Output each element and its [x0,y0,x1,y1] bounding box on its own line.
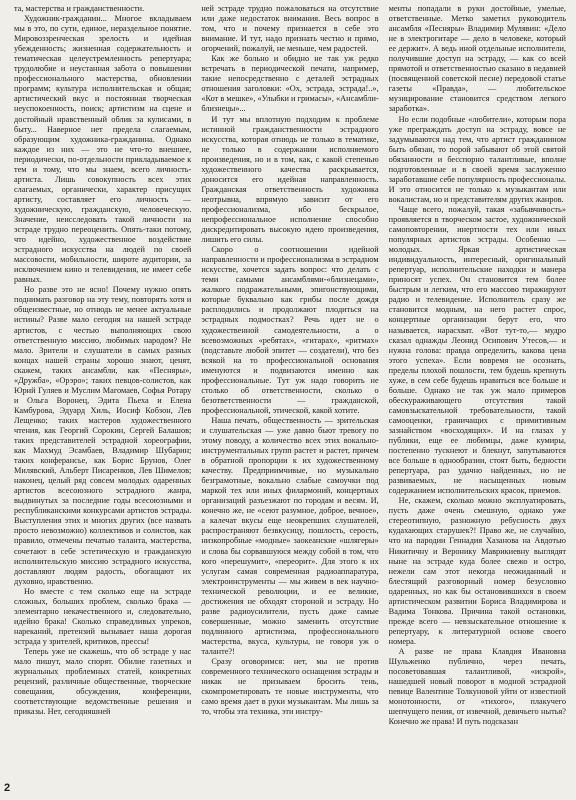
column-right [389,4,566,786]
paragraph: Но разве это не ясно! Почему нужно опять поднимать разговор на эту тему, повторять хотя и общеизвестные, но отнюдь не менее актуальные истины? Разве мало сегодня на нашей эстраде артистов, с честью выполняющих свою ответственную миссию, любимых народом? Не мало. Зрители и слушатели в самых разных концах нашей страны хорошо знают, ценят, скажем, таких ансамбли, как «Песняры», «Дружба», «Орэро»; таких певцов-солистов, как Юрий Гуляев и Муслим Магомаев, Софья Ротару и Ольга Воронец, Эдита Пьеха и Елена Камбурова, Эдуард Хиль, Иосиф Кобзон, Лев Лещенко; таких мастеров художественного чтения, как Георгий Сорокин, Сергей Балашов; таких представителей эстрадной хореографии, как Махмуд Эсамбаев, Владимир Шубарин; таких конферансье, как Борис Брунов, Олег Милявский, Альберт Писаренков, Лев Шимелов; наконец, целый ряд совсем молодых одаренных артистов всесоюзного эстрадного жанра, выдвинутых за последние годы всесоюзными и республиканскими конкурсами артистов эстрады. Выступления этих и многих других (все назвать просто невозможно) коллективов и солистов, как правило, отмечены печатью таланта, мастерства, сочетают в себе эстетическую и гражданскую исполнительскую миссию эстрадного искусства, доставляют людям радость, обогащают их духовно, нравственно. [14,285,192,586]
text-columns [14,4,566,786]
paragraph: менты попадали в руки достойные, умелые, ответственные. Метко заметил руководитель ансамбля «Песняры» Владимир Мулявин: «Дело не в электрогитаре — дело в человеке, который ее держит». А ведь иной отдельные исполнители, получившие доступ на эстраду, — как со всей прямотой и ответственностью сказано в недавней (посвященной советской песне) передовой статье газеты «Правда», — любительское музицирование становится средством легкого заработка». [388,4,566,114]
paragraph: Как же больно и обидно не так уж редко встречать в периодической печати, например, такие непосредственно с деталей эстрадных отношения заголовки: «Ох, эстрада, эстрада!..», «Кот в мешке», «Улыбки и гримасы», «Ансамбли-близнецы»... [201,54,379,114]
paragraph: Но если подобные «любители», которым пора уже преграждать доступ на эстраду, вовсе не задумываются над тем, что артист гражданином быть обязан, то порой забывают об этой святой обязанности и бесспорно талантливые, вполне подготовленные и в своей время заслуженно заработавшие себе популярность профессионалы. И это относится не только к музыкантам или вокалистам, но и представителям других жанров. [388,114,566,204]
paragraph: Но вместе с тем сколько еще на эстраде сложных, больших проблем, сколько брака — элементарно некачественного и, следовательно, идейно брака! Сколько справедливых упреков, нареканий, претензий вызывает наша дорогая эстрада у зрителей, критиков, прессы! [14,586,192,646]
paragraph: Сразу оговоримся: нет, мы не против современного технического оснащения эстрады и никак не призываем бросить тень, скомпрометировать те новые инструменты, что само время дает в руки музыкантам. Мы лишь за то, чтобы эта техника, эти инстру- [201,657,379,717]
paragraph: А разве не права Клавдия Ивановна Шульженко публично, через печать, посоветовавшая талантливой, «искрой», нашедшей новый поворот в модной эстрадной певице Валентине Толкуновой уйти от известной монотонности, от «тихого», плакучего шепчущего пения, от извечной, девичьего нытья? Конечно же права! И путь подсказан [388,647,566,727]
paragraph: И тут мы вплотную подходим к проблеме истинной гражданственности эстрадного искусства, которая отнюдь не только в тематике, не только в содержании исполняемого произведения, но и в том, как, с какой степенью художественного качества раскрывается, доносится его идейная направленность. Гражданская ответственность художника неотрывна, впрямую зависит от его профессионализма, ибо бескрылое, непрофессиональное исполнение способно дискредитировать высокую идею произведения, лишить его силы. [201,114,379,245]
paragraph: Скоро о соотношении идейной направленности и профессионализма в эстрадном искусстве, хочется задать вопрос: что делать с теми самыми ансамблями-«близнецами», жалкого подражательными, эпигонствующими, которые буквально как грибы после дождя расплодились и продолжают плодиться на эстрадных подмостках? Речь идет не о художественной самодеятельности, а о всевозможных «ребятах», «гитарах», «ритмах» (подставьте любой эпитет — создатели), что без всякой на то профессиональной основания именуются и подвизаются именно как профессиональные. Тут уж надо говорить не столько об ответственности, сколько о безответственности — гражданской, профессиональной, этической, какой хотите. [201,245,379,415]
paragraph: та, мастерства и гражданственности. [14,4,145,13]
paragraph: ней эстраде трудно пожаловаться на отсутствие или даже недостаток внимания. Весь вопрос в том, что и почему признается в себе это внимание. И тут, надо признать честно и прямо, огорчений, пожалуй, не меньше, чем радостей. [201,4,379,54]
paragraph: Чаще всего, пожалуй, такая «забывчивость» проявляется в творческом застое, художнической самоповторении, инертности тех или иных популярных артистов эстрады. Особенно — молодых. Яркая артистическая индивидуальность, интересный, оригинальный репертуар, исполнительские находки и манера приносят успех. Он становится тем более быстрым и легким, что его массово тиражируют радио и телевидение. Исполнитель сразу же становится модным, на него растет спрос, концертные организации берут его, что называется, нарасхват. «Вот тут-то,— мудро сказал однажды Леонид Осипович Утесов,— и нужна голова: правда определить, какова цена этого успеха». Если вовремя не осознать, пределы плохой пошлости, тем будешь крепнуть хуже, в сем себе будешь нравиться все больше и больше. Однако не так уж мало примеров обескураживающего отсутствия такой самовзыскательной требовательности, такой самооценки, граничащих с примитивным зазнайством «восходящих». И на глазах у публики, еще ее любимцы, даже кумиры, постепенно тускнеют и блекнут, запутываются все больше в однообразии, стоят быть, бедности репертуара, раз удачно найденных, но не развиваемых, не насыщенных новым содержанием исполнительских красок, приемов. [388,204,566,496]
paragraph: Не, скажем, сколько можно эксплуатировать, пусть даже очень смешную, однако уже стереотипную, разножную ребусность двух кудахающих старушек?! Право же, не случайно, что на пародии Геннадия Хазанова на Авдотью Никитичну и Веронику Маврикиевну выглядят ныне на эстраде куда более свежо и остро, нежели сам этот некогда неожиданный и блестящий разговорный номер безусловно одаренных, но как бы остановившихся в своем артистическом развитии Бориса Владимирова и Вадима Тонкова. Причина такой остановки, прежде всего — невзыскательное отношение к репертуару, к литературной основе своего номера. [388,496,566,646]
paragraph: Наша печать, общественность — зрительская и слушательская — уже давно бьют тревогу по этому поводу, а количество всех этих вокально-инструментальных групп растет и растет, причем в обратной пропорции к их художественному качеству. Предприимчивые, но музыкально безграмотные, вокально слабые самоучки под маркой тех или иных филармоний, концертных организаций разъезжают по городам и весям. И, конечно же, не «сеют разумное, доброе, вечное», а калечат вкусы еще неокрепших слушателей, распространяют безвкусицу, пошлость, серость, низкопробные «модные» заокеанские «шлягеры» и слова бы сорвавшуюся между собой в том, что кого «перешумит», «переорит». Для этого к их услугам самая современная радиоаппаратура, электроинструменты — мы живем в век научно-технической революции, и ее великие, достижения не обходят стороной и эстраду. Но разве радиоусилители, пусть даже самые совершенные, можно заменить отсутствие подлинного артистизма, профессионального мастерства, вкуса, культуры, не говоря уж о таланте?! [201,415,379,656]
column-middle [201,4,378,786]
paragraph: Теперь уже не скажешь, что об эстраде у нас мало пишут, мало спорят. Обилие газетных и журнальных проблемных статей, конкретных рецензий, различные общественные, творческие совещания, обсуждения, конференции, соответствующие ведомственные решения и приказы. Нет, сегодняшней [14,647,192,717]
page-number: 2 [4,782,11,794]
column-left [14,4,191,786]
paragraph: Художник-гражданин... Многое вкладываем мы в это, по сути, единое, нераздельное понятие. Мировоззренческая зрелость и идейная убежденность; жизненная содержательность и тематическая целеустремленность репертуара; трудолюбие и неустанная забота о повышении профессионального мастерства, обновлении программ; культура исполнительская и общая; артистический вкус и постоянная творческая неуспокоенность, поиск; артистизм на сцене и достойный нравственный облик за кулисами, в быту... Наверное нет предела слагаемым, образующим художника-гражданина. Однако каждое из них — это не что-то внешнее, периодически, по-отдельности прикладываемое к тем и тому, что мы знаем, всего личность-артиста. Лишь совокупность всех этих слагаемых, органически, характер присущих артисту, составляет его личность — художническую, гражданскую, человеческую. Значение, неисследовать такой личности на эстраде трудно переоценить. Опять-таки потому, что идейно, художественное воздействие эстрадного искусства на людей по своей массовости, мобильности, широте аудитории, за исключением кино и телевидения, не имеет себе равных. [14,14,192,285]
